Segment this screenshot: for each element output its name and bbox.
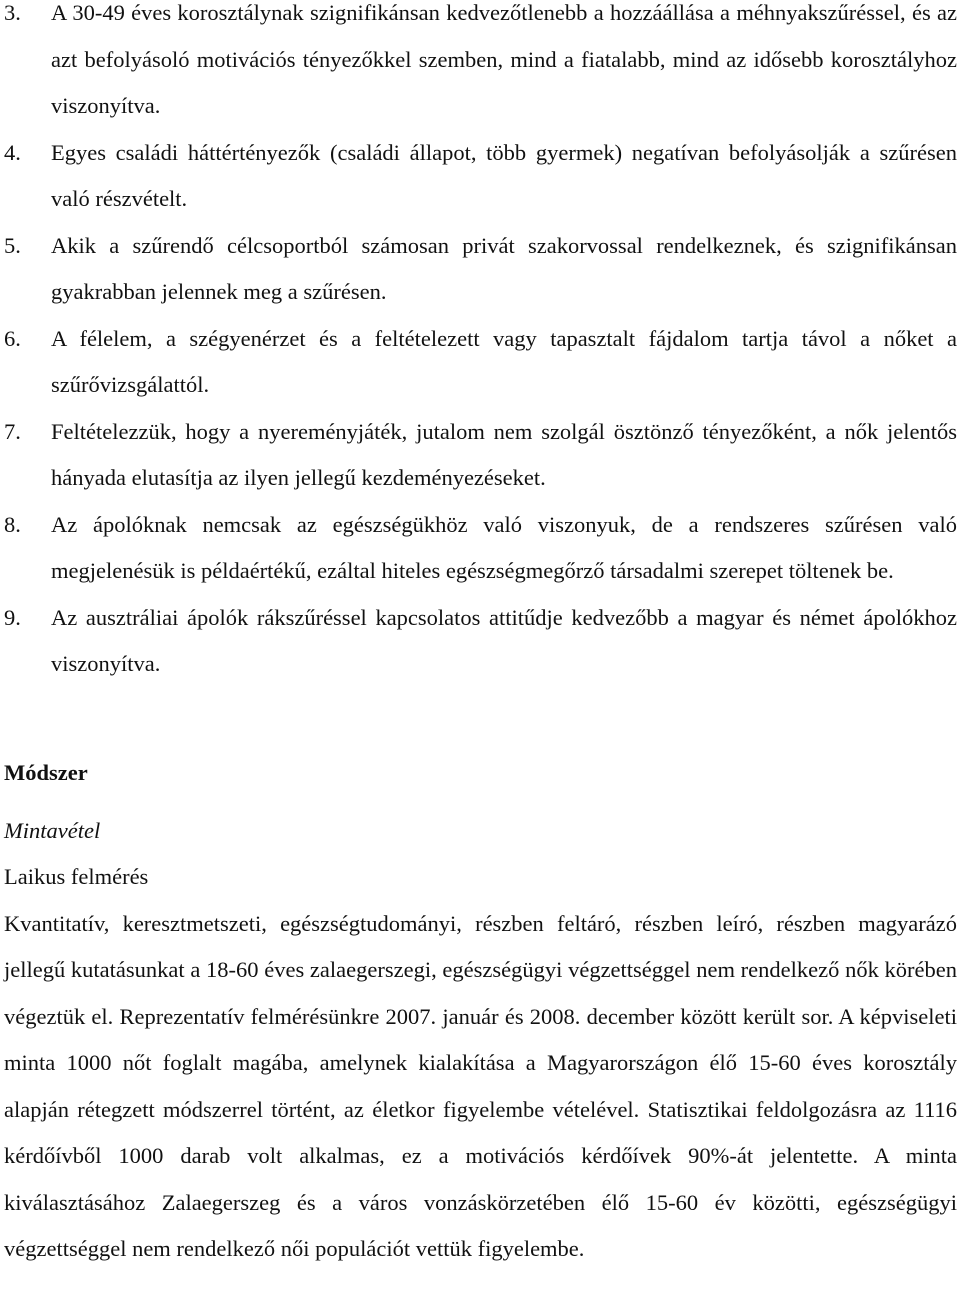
hypothesis-text: Akik a szűrendő célcsoportból számosan privát szakorvossal rendelkeznek, és szignifikánsan gyakrabban jelennek meg a szűrésen.	[51, 232, 957, 304]
method-paragraph: Kvantitatív, keresztmetszeti, egészségtudományi, részben feltáró, részben leíró, részben magyarázó jellegű kutatásunkat a 18-60 éves zalaegerszegi, egészségügyi végzettséggel nem rendelkező nők körében végeztük el. Reprezentatív felmérésünkre 2007. január és 2008. december között került sor. A képviseleti minta 1000 nőt foglalt magába, amelynek kialakítása a Magyarországon élő 15-60 éves korosztály alapján rétegzett módszerrel történt, az életkor figyelembe vételével. Statisztikai feldolgozásra az 1116 kérdőívből 1000 darab volt alkalmas, ez a motivációs kérdőívek 90%-át jelentette. A minta kiválasztásához Zalaegerszeg és a város vonzáskörzetében élő 15-60 év közötti, egészségügyi végzettséggel nem rendelkező női populációt vettük figyelembe.	[4, 910, 957, 1261]
subsection-heading: Mintavétel	[4, 817, 101, 843]
hypothesis-item-8	[4, 502, 957, 595]
hypothesis-text: A 30-49 éves korosztálynak szignifikánsan kedvezőtlenebb a hozzáállása a méhnyakszűréssel, és az azt befolyásoló motivációs tényezőkkel szemben, mind a fiatalabb, mind az idősebb korosztályhoz viszonyítva.	[51, 0, 957, 118]
hypothesis-number: 7.	[4, 418, 21, 444]
hypothesis-text: Az ausztráliai ápolók rákszűréssel kapcsolatos attitűdje kedvezőbb a magyar és német ápolókhoz viszonyítva.	[51, 604, 957, 676]
section-heading: Módszer	[4, 760, 88, 785]
survey-label: Laikus felmérés	[4, 864, 149, 889]
hypothesis-item-4	[4, 130, 957, 223]
hypothesis-number: 5.	[4, 232, 21, 258]
hypothesis-number: 4.	[4, 139, 21, 165]
hypothesis-item-9	[4, 595, 957, 688]
hypothesis-item-7	[4, 409, 957, 502]
hypothesis-text: Feltételezzük, hogy a nyereményjáték, jutalom nem szolgál ösztönző tényezőként, a nők jelentős hányada elutasítja az ilyen jellegű kezdeményezéseket.	[51, 418, 957, 490]
hypothesis-list	[4, 0, 957, 688]
method-section	[4, 750, 957, 1273]
hypothesis-item-5	[4, 223, 957, 316]
hypothesis-number: 6.	[4, 325, 21, 351]
hypothesis-item-6	[4, 316, 957, 409]
hypothesis-number: 9.	[4, 604, 21, 630]
hypothesis-number: 8.	[4, 511, 21, 537]
hypothesis-text: Egyes családi háttértényezők (családi állapot, több gyermek) negatívan befolyásolják a szűrésen való részvételt.	[51, 139, 957, 211]
hypothesis-text: A félelem, a szégyenérzet és a feltételezett vagy tapasztalt fájdalom tartja távol a nőket a szűrővizsgálattól.	[51, 325, 957, 397]
hypothesis-number: 3.	[4, 0, 21, 25]
hypothesis-text: Az ápolóknak nemcsak az egészségükhöz való viszonyuk, de a rendszeres szűrésen való megjelenésük is példaértékű, ezáltal hiteles egészségmegőrző társadalmi szerepet töltenek be.	[51, 511, 957, 583]
hypothesis-item-3	[4, 0, 957, 130]
